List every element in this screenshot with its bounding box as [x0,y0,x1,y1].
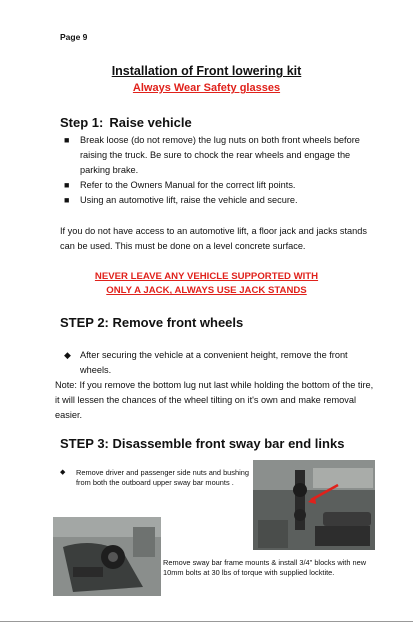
step3-heading: STEP 3: Disassemble front sway bar end links [60,436,345,451]
warning-line-2: ONLY A JACK, ALWAYS USE JACK STANDS [106,285,307,296]
page-bottom-divider [0,621,413,622]
sway-bar-frame-mount-photo [53,517,161,596]
jack-stand-warning [0,270,413,298]
sway-bar-end-link-photo-art [253,460,375,550]
sway-bar-frame-mount-photo-art [53,517,161,596]
step2-heading: STEP 2: Remove front wheels [60,315,244,330]
list-item-text: After securing the vehicle at a convenient height, remove the front wheels. [80,350,348,375]
step3-bullet [60,468,250,488]
step1-heading-text: Raise vehicle [109,115,192,130]
list-item-text: Break loose (do not remove) the lug nuts on both front wheels before raising the truck. Be sure to chock the rear wheels and engage the parking brake. [80,135,360,175]
list-item-text: Using an automotive lift, raise the vehicle and secure. [80,195,298,205]
square-bullet-icon: ■ [64,180,70,190]
list-item [60,348,370,378]
document-title: Installation of Front lowering kit [111,64,302,78]
sway-bar-end-link-photo [253,460,375,550]
square-bullet-icon: ■ [64,135,70,145]
step1-heading [60,115,192,130]
diamond-bullet-icon: ◆ [64,350,71,360]
square-bullet-icon: ■ [64,195,70,205]
warning-line-1: NEVER LEAVE ANY VEHICLE SUPPORTED WITH [94,271,319,282]
step3-bullet-text: Remove driver and passenger side nuts and bushing from both the outboard upper sway bar mounts . [76,468,249,487]
list-item-text: Refer to the Owners Manual for the correct lift points. [80,180,296,190]
list-item [60,133,370,178]
safety-subtitle: Always Wear Safety glasses [132,82,281,94]
list-item [60,178,370,193]
lift-alternative-paragraph: If you do not have access to an automotive lift, a floor jack and jacks stands can be used. This must be done on a level concrete surface. [60,226,367,251]
step1-bullet-list [60,133,370,208]
step3-caption: Remove sway bar frame mounts & install 3/4" blocks with new 10mm bolts at 30 lbs of torque with supplied locktite. [163,558,367,577]
list-item [60,193,370,208]
step2-note: Note: If you remove the bottom lug nut last while holding the bottom of the tire, it will lessen the chances of the wheel tilting on it's own and make removal easier. [55,380,374,420]
page-number: Page 9 [60,32,88,42]
step1-heading-number: Step 1: [60,115,104,130]
step2-bullet-list [60,348,370,378]
diamond-bullet-icon: ◆ [60,469,66,476]
